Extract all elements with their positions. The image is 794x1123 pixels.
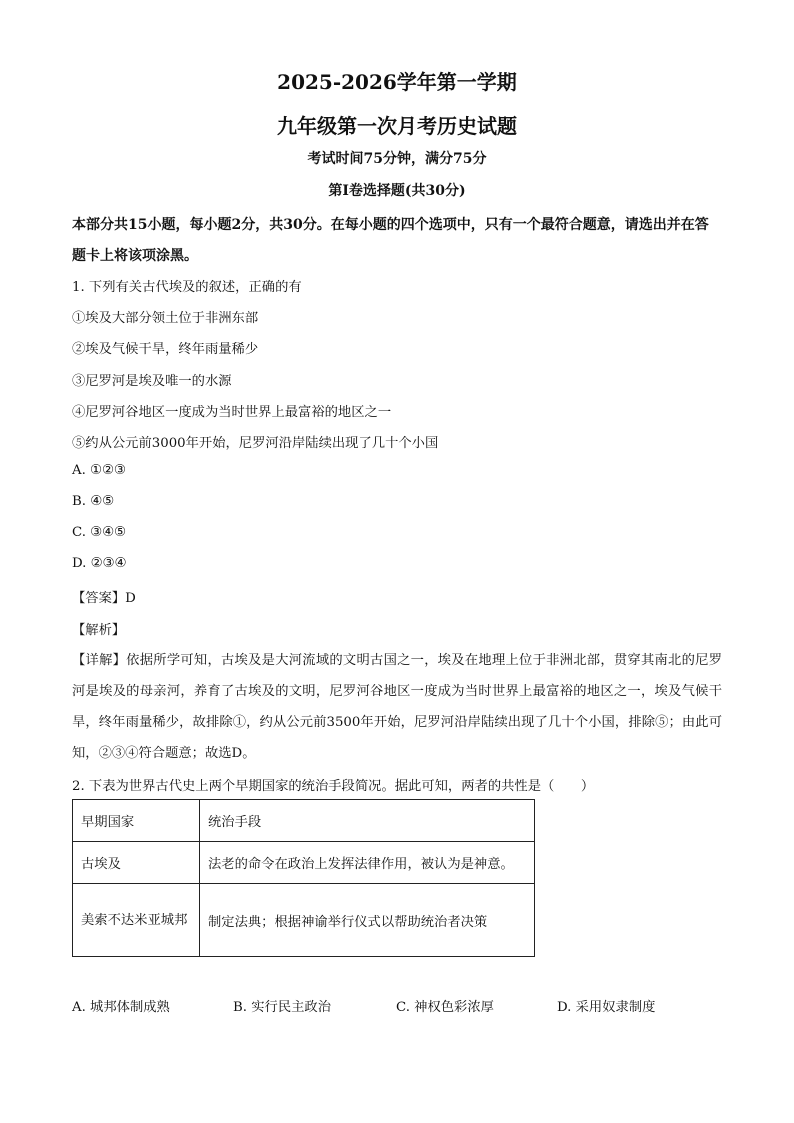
q1-detail-explanation: 【详解】依据所学可知，古埃及是大河流域的文明古国之一，埃及在地理上位于非洲北部，贯穿其南北的尼罗河是埃及的母亲河，养育了古埃及的文明，尼罗河谷地区一度成为当时世界上最富裕的地区之一，埃及气候干旱，终年雨量稀少，故排除①，约从公元前3500年开始，尼罗河沿岸陆续出现了几十个小国，排除⑤；由此可知，②③④符合题意；故选D。	[72, 653, 722, 761]
table-cell: 美索不达米亚城邦	[73, 884, 200, 957]
q2-option-c: C. 神权色彩浓厚	[396, 1000, 494, 1015]
table-row	[73, 842, 535, 884]
table-header-cell: 统治手段	[200, 800, 535, 842]
q1-option-a: A. ①②③	[72, 463, 126, 478]
q1-option-d: D. ②③④	[72, 556, 127, 571]
table-cell: 制定法典；根据神谕举行仪式以帮助统治者决策	[200, 884, 535, 957]
q1-statement: ④尼罗河谷地区一度成为当时世界上最富裕的地区之一	[72, 405, 392, 420]
q1-statement: ③尼罗河是埃及唯一的水源	[72, 374, 232, 389]
table-cell: 法老的命令在政治上发挥法律作用，被认为是神意。	[200, 842, 535, 884]
table-row	[73, 884, 535, 957]
q2-option-b: B. 实行民主政治	[233, 1000, 332, 1015]
q2-option-a: A. 城邦体制成熟	[72, 1000, 170, 1015]
q1-answer: 【答案】D	[72, 591, 136, 606]
q2-option-d: D. 采用奴隶制度	[557, 1000, 656, 1015]
table-header-row	[73, 800, 535, 842]
exam-time-info: 考试时间75分钟，满分75分	[307, 151, 487, 167]
q1-statement: ②埃及气候干旱，终年雨量稀少	[72, 342, 259, 357]
q2-stem: 2. 下表为世界古代史上两个早期国家的统治手段简况。据此可知，两者的共性是（ ）	[72, 779, 595, 794]
table-header-cell: 早期国家	[73, 800, 200, 842]
q2-table	[72, 799, 535, 957]
q1-stem: 1. 下列有关古代埃及的叙述，正确的有	[72, 280, 302, 295]
section-title: 第Ⅰ卷选择题(共30分)	[328, 183, 466, 199]
exam-title: 九年级第一次月考历史试题	[277, 114, 517, 138]
q1-statement: ①埃及大部分领土位于非洲东部	[72, 311, 259, 326]
q1-option-b: B. ④⑤	[72, 494, 115, 509]
exam-year-title: 2025-2026学年第一学期	[277, 70, 517, 94]
q1-statement: ⑤约从公元前3000年开始，尼罗河沿岸陆续出现了几十个小国	[72, 436, 439, 451]
section-instructions: 本部分共15小题，每小题2分，共30分。在每小题的四个选项中，只有一个最符合题意，请选出并在答题卡上将该项涂黑。	[72, 217, 709, 264]
table-cell: 古埃及	[73, 842, 200, 884]
q1-analysis-label: 【解析】	[72, 623, 126, 638]
q1-option-c: C. ③④⑤	[72, 525, 126, 540]
